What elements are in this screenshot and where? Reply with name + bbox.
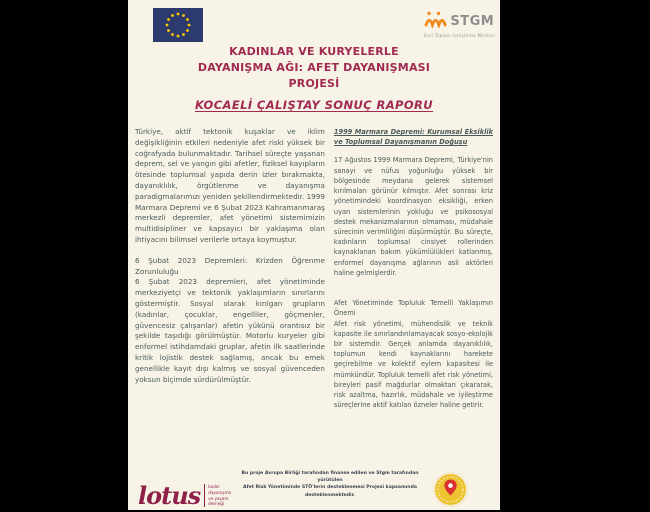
right-column [334,127,493,410]
funding-note-line-1: Bu proje Avrupa Birliği tarafından finanse edilen ve Stgm tarafından yürütülen [241,470,419,483]
lotus-wordmark: lotus [138,480,201,510]
lotus-tagline-line-2: dayanışma [208,489,232,495]
lotus-tagline [204,484,231,507]
project-title-line-2: DAYANIŞMA AĞI: AFET DAYANIŞMASI [197,61,431,74]
lotus-tagline-line-4: derneği [208,501,225,507]
lotus-tagline-line-3: ve yaşam [208,495,229,501]
map-pin-icon [432,471,469,508]
stgm-subtitle: Sivil Toplum Geliştirme Merkezi [423,33,495,38]
right-paragraph-1: 17 Ağustos 1999 Marmara Depremi, Türkiye'nin sanayi ve nüfus yoğunluğu yüksek bir bölgesinde meydana gelerek sistemsel kırılmaları görünür kılmıştır. Afet sonrası kriz yönetimindeki koordinasyon eksikliği, erken uyarı sistemlerinin yokluğu ve psikososyal destek mekanizmalarının olmaması, müdahale sürecinin verimliliğini düşürmüştür. Bu süreçte, kadınların toplumsal cinsiyet rollerinden kaynaklanan bakım yükümlülükleri katlanmış, enformel dayanışma ağlarının asli aktörleri haline gelmişlerdir. [333,156,493,277]
lotus-tagline-line-1: kadın [208,484,220,490]
stgm-name: STGM [450,14,495,29]
funding-note [231,470,429,499]
eu-flag-icon [153,8,203,42]
left-column [135,127,325,410]
stgm-wave-icon [424,11,448,32]
document-page [128,0,500,510]
right-heading-1: 1999 Marmara Depremi: Kurumsal Eksiklik ve Toplumsal Dayanışmanın Doğuşu [333,128,493,147]
left-paragraph-1: Türkiye, aktif tektonik kuşaklar ve iklim değişikliğinin etkileri nedeniyle afet riski yüksek bir coğrafyada bulunmaktadır. Tarihsel süreçte yaşanan deprem, sel ve yangın gibi afetler, fiziksel kayıpların ötesinde toplumsal yapıda derin izler bırakmakta, dayanıklılık, örgütlenme ve dayanışma paradigmalarımızı yeniden şekillendirmektedir. 1999 Marmara Depremi ve 6 Şubat 2023 Kahramanmaraş merkezli depremler, afet yönetimi sistemimizin multidisipliner ve kapsayıcı bir yaklaşıma olan ihtiyacını bilimsel verilerle ortaya koymuştur. [135,127,325,244]
body-columns [135,127,493,410]
eu-flag-logo [153,8,203,42]
project-title-line-3: PROJESİ [288,77,340,90]
right-paragraph-2: Afet risk yönetimi, mühendislik ve teknik kapasite ile sınırlandırılamayacak sosyo-ekolojik bir sistemdir. Gerçek anlamda dayanıklılık, toplumun kendi kaynaklarını harekete geçirebilme ve kolektif eylem kapasitesi ile mümkündür. Topluluk temelli afet risk yönetimi, bireyleri pasif mağdurlar olmaktan çıkararak, risk azaltma, hazırlık, müdahale ve iyileştirme süreçlerine aktif katılan özneler haline getirir. [333,319,493,410]
left-heading: 6 Şubat 2023 Depremleri: Krizden Öğrenme Zorunluluğu [135,255,325,276]
project-title [128,44,500,92]
project-title-line-1: KADINLAR VE KURYELERLE [229,45,399,58]
right-heading-2: Afet Yönetiminde Topluluk Temelli Yaklaşımın Önemi [333,299,493,318]
location-seal-badge [432,471,469,508]
lotus-logo [138,480,232,510]
funding-note-line-3: desteklenmektedir. [305,492,355,498]
funding-note-line-2: Afet Risk Yönetiminde STÖ'lerin desteklenmesi Projesi kapsamında [243,485,417,491]
stgm-logo-top [424,11,495,32]
left-paragraph-2: 6 Şubat 2023 depremleri, afet yönetiminde merkeziyetçi ve tektonik yaklaşımların sınırlarını göstermiştir. Sosyal olarak kırılgan grupların (kadınlar, çocuklar, engelliler, göçmenler, güvencesiz çalışanlar) afetin yükünü orantısız bir şekilde taşıdığı görülmüştür. Motorlu kuryeler gibi enformel istihdamdaki gruplar, afetin ilk saatlerinde kritik lojistik destek sağlamış, ancak bu emek genellikle kayıt dışı kalmış ve sosyal güvenceden yoksun biçimde sürdürülmüştür. [135,277,325,384]
report-subtitle: KOCAELİ ÇALIŞTAY SONUÇ RAPORU [194,98,434,112]
stgm-logo [424,11,495,38]
